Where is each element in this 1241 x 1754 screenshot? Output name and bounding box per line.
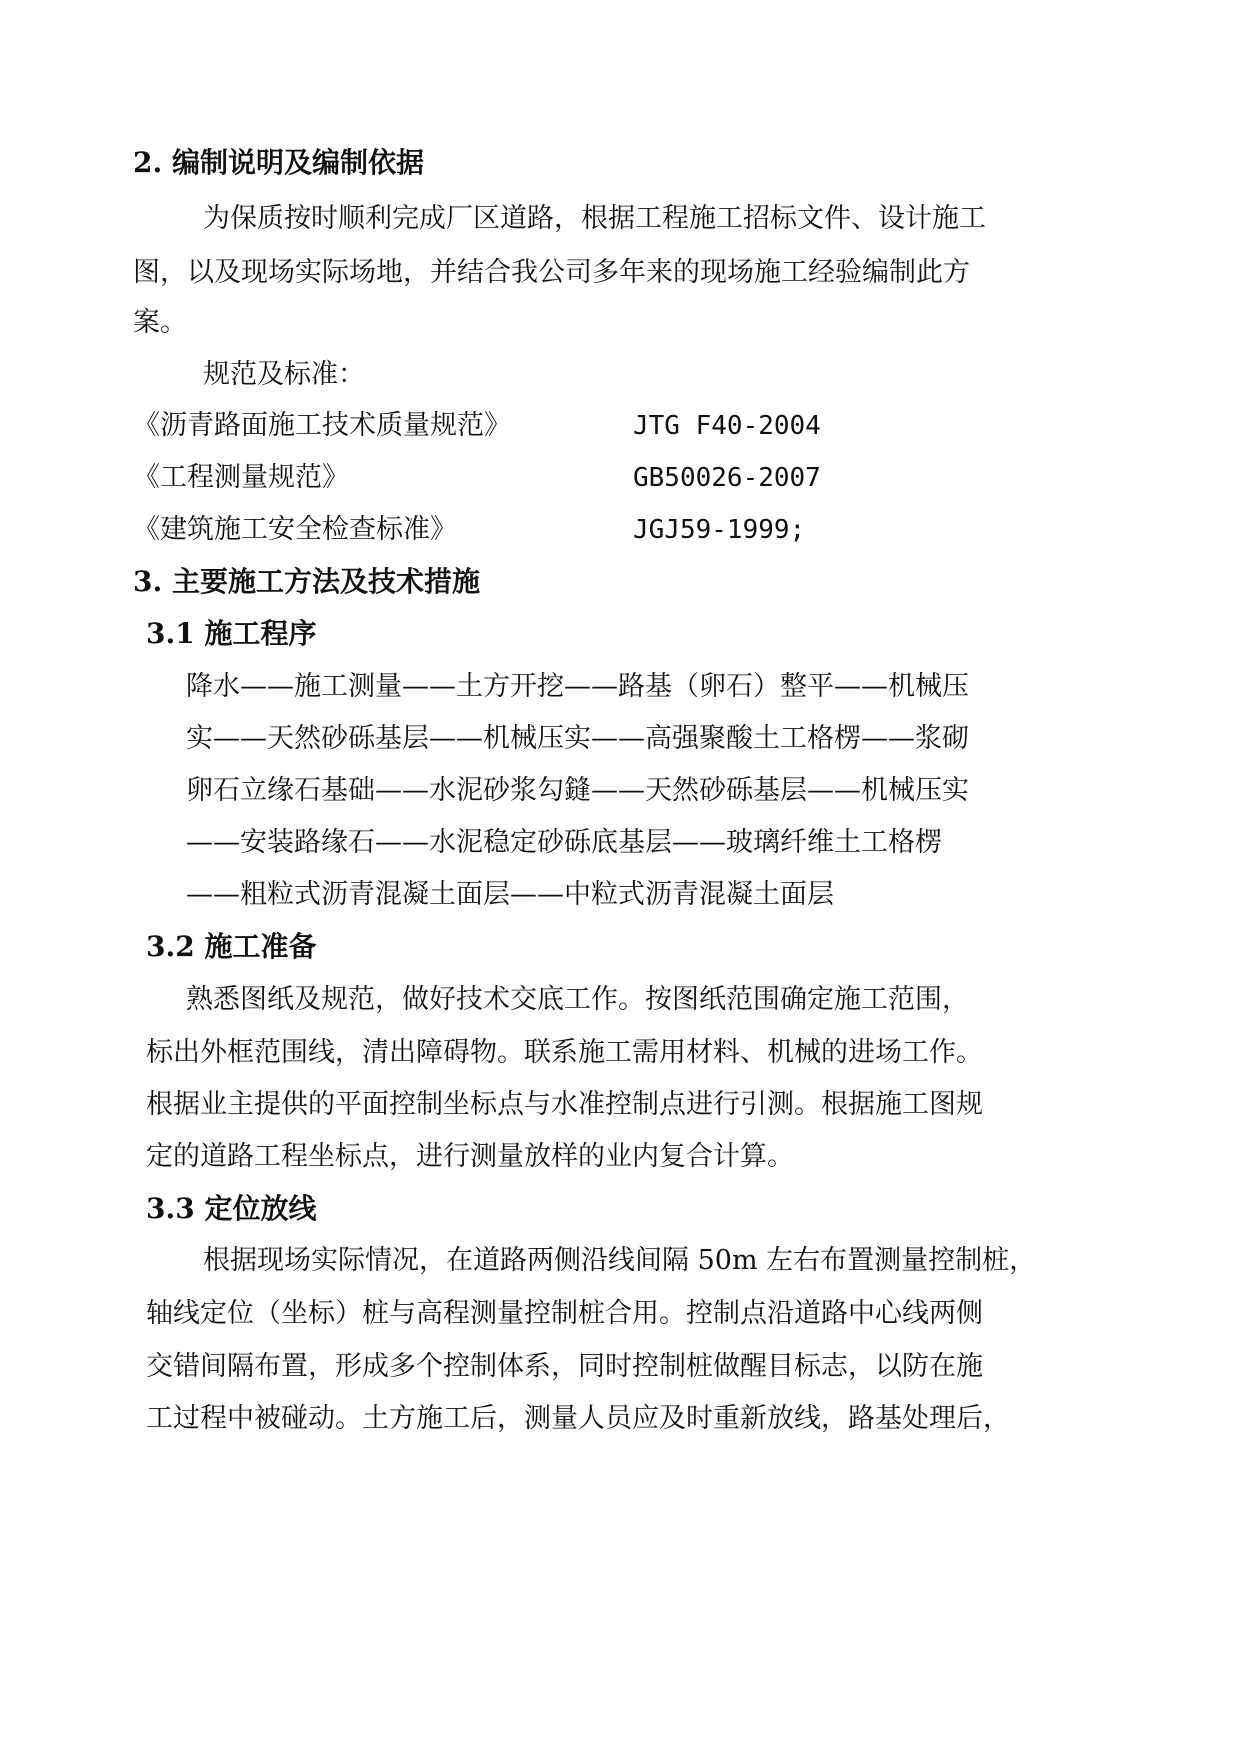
standard-name: 《沥青路面施工技术质量规范》: [133, 410, 511, 441]
procedure-line: 降水——施工测量——土方开挖——路基（卵石）整平——机械压: [186, 671, 969, 702]
standard-name: 《建筑施工安全检查标准》: [133, 514, 457, 545]
preparation-line: 标出外框范围线，清出障碍物。联系施工需用材料、机械的进场工作。: [146, 1037, 983, 1068]
preparation-line: 定的道路工程坐标点，进行测量放样的业内复合计算。: [146, 1141, 794, 1172]
standard-code: GB50026-2007: [633, 463, 821, 493]
section-3-3-heading: 3.3 定位放线: [146, 1192, 317, 1225]
standard-code: JTG F40-2004: [633, 411, 821, 441]
section-2-heading: 2. 编制说明及编制依据: [133, 146, 424, 179]
positioning-line: 工过程中被碰动。土方施工后，测量人员应及时重新放线，路基处理后，: [146, 1403, 1010, 1434]
standards-label: 规范及标准：: [203, 359, 365, 390]
section-3-1-heading: 3.1 施工程序: [146, 617, 317, 650]
preparation-line: 熟悉图纸及规范，做好技术交底工作。按图纸范围确定施工范围，: [186, 984, 969, 1015]
procedure-line: ——安装路缘石——水泥稳定砂砾底基层——玻璃纤维土工格楞: [186, 827, 942, 858]
section-3-heading: 3. 主要施工方法及技术措施: [133, 565, 480, 598]
positioning-line: 交错间隔布置，形成多个控制体系，同时控制桩做醒目标志，以防在施: [146, 1351, 983, 1382]
standard-name: 《工程测量规范》: [133, 462, 349, 493]
positioning-line: 根据现场实际情况，在道路两侧沿线间隔 50m 左右布置测量控制桩，: [203, 1245, 1037, 1276]
section-2-paragraph-line: 图，以及现场实际场地，并结合我公司多年来的现场施工经验编制此方: [133, 257, 970, 288]
section-2-paragraph-line: 案。: [133, 307, 187, 338]
procedure-line: ——粗粒式沥青混凝土面层——中粒式沥青混凝土面层: [186, 879, 834, 910]
standard-code: JGJ59-1999;: [633, 515, 806, 545]
positioning-line: 轴线定位（坐标）桩与高程测量控制桩合用。控制点沿道路中心线两侧: [146, 1298, 983, 1329]
preparation-line: 根据业主提供的平面控制坐标点与水准控制点进行引测。根据施工图规: [146, 1089, 983, 1120]
section-2-paragraph-line: 为保质按时顺利完成厂区道路，根据工程施工招标文件、设计施工: [203, 203, 986, 234]
procedure-line: 卵石立缘石基础——水泥砂浆勾鏠——天然砂砾基层——机械压实: [186, 775, 969, 806]
section-3-2-heading: 3.2 施工准备: [146, 930, 317, 963]
procedure-line: 实——天然砂砾基层——机械压实——高强聚酸土工格楞——浆砌: [186, 723, 969, 754]
